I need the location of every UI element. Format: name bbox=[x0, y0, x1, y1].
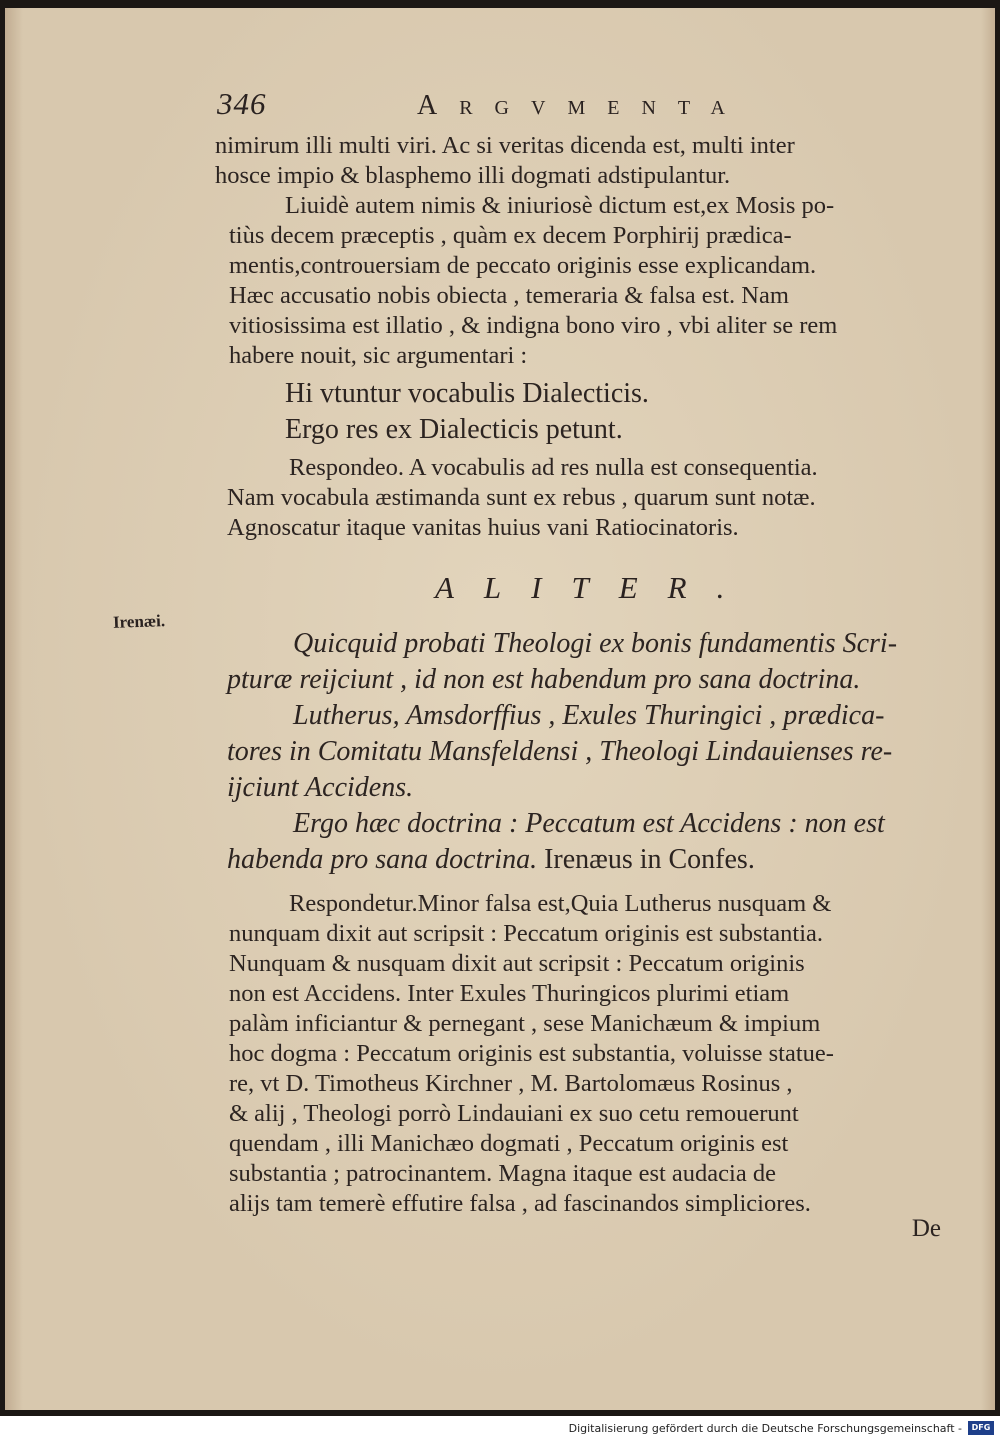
text-line: & alij , Theologi porrò Lindauiani ex suo cetu remouerunt bbox=[229, 1100, 799, 1127]
source-citation: Irenæus in Confes. bbox=[537, 844, 755, 875]
syllogism-line: Hi vtuntur vocabulis Dialecticis. bbox=[285, 378, 649, 409]
text-line: nunquam dixit aut scripsit : Peccatum originis est substantia. bbox=[229, 920, 824, 947]
argument-line: tores in Comitatu Mansfeldensi , Theologi Lindauienses re- bbox=[227, 736, 893, 767]
text-line: Nam vocabula æstimanda sunt ex rebus , quarum sunt notæ. bbox=[227, 484, 816, 511]
text-line: Hæc accusatio nobis obiecta , temeraria & falsa est. Nam bbox=[229, 282, 789, 309]
text-line: Liuidè autem nimis & iniuriosè dictum est,ex Mosis po- bbox=[285, 192, 835, 219]
text-line: substantia ; patrocinantem. Magna itaque est audacia de bbox=[229, 1160, 776, 1187]
text-line: palàm inficiantur & pernegant , sese Manichæum & impium bbox=[229, 1010, 821, 1037]
text-line: hoc dogma : Peccatum originis est substantia, voluisse statue- bbox=[229, 1040, 834, 1067]
text-line: mentis,controuersiam de peccato originis esse explicandam. bbox=[229, 252, 817, 279]
text-line: non est Accidens. Inter Exules Thuringicos plurimi etiam bbox=[229, 980, 790, 1007]
text-line: vitiosissima est illatio , & indigna bono viro , vbi aliter se rem bbox=[229, 312, 838, 339]
text-line: Respondetur.Minor falsa est,Quia Lutherus nusquam & bbox=[289, 890, 832, 917]
funding-notice: Digitalisierung gefördert durch die Deutsche Forschungsgemeinschaft - bbox=[568, 1422, 962, 1435]
page-number: 346 bbox=[217, 86, 267, 121]
argument-line: Quicquid probati Theologi ex bonis fundamentis Scri- bbox=[293, 628, 898, 659]
text-line: quendam , illi Manichæo dogmati , Peccatum originis est bbox=[229, 1130, 789, 1157]
margin-note: Irenæi. bbox=[112, 611, 166, 632]
text-line: hosce impio & blasphemo illi dogmati adstipulantur. bbox=[215, 162, 731, 189]
text-line: habere nouit, sic argumentari : bbox=[229, 342, 528, 369]
text-line: Respondeo. A vocabulis ad res nulla est consequentia. bbox=[289, 454, 818, 481]
argument-italic-part: habenda pro sana doctrina. bbox=[227, 844, 538, 875]
text-line: nimirum illi multi viri. Ac si veritas dicenda est, multi inter bbox=[215, 132, 795, 159]
text-line: Nunquam & nusquam dixit aut scripsit : Peccatum originis bbox=[229, 950, 805, 977]
page-header bbox=[217, 86, 957, 126]
argument-line-source bbox=[227, 844, 755, 876]
section-heading: ALITER. bbox=[435, 570, 755, 605]
argument-line: pturæ reijciunt , id non est habendum pro sana doctrina. bbox=[227, 664, 861, 695]
footer-bar bbox=[0, 1416, 1000, 1440]
text-line: tiùs decem præceptis , quàm ex decem Porphirij prædica- bbox=[229, 222, 792, 249]
text-line: re, vt D. Timotheus Kirchner , M. Bartolomæus Rosinus , bbox=[229, 1070, 793, 1097]
text-line: Agnoscatur itaque vanitas huius vani Ratiocinatoris. bbox=[227, 514, 739, 541]
catchword: De bbox=[911, 1215, 941, 1242]
argument-line: Lutherus, Amsdorffius , Exules Thuringici , prædica- bbox=[293, 700, 885, 731]
text-line: alijs tam temerè effutire falsa , ad fascinandos simpliciores. bbox=[229, 1190, 811, 1217]
running-title: Argvmenta bbox=[417, 90, 747, 121]
book-page bbox=[5, 8, 995, 1410]
argument-line: Ergo hæc doctrina : Peccatum est Accidens : non est bbox=[293, 808, 885, 839]
dfg-logo-icon: DFG bbox=[968, 1421, 994, 1435]
argument-line: ijciunt Accidens. bbox=[227, 772, 414, 803]
syllogism-line: Ergo res ex Dialecticis petunt. bbox=[285, 414, 623, 445]
